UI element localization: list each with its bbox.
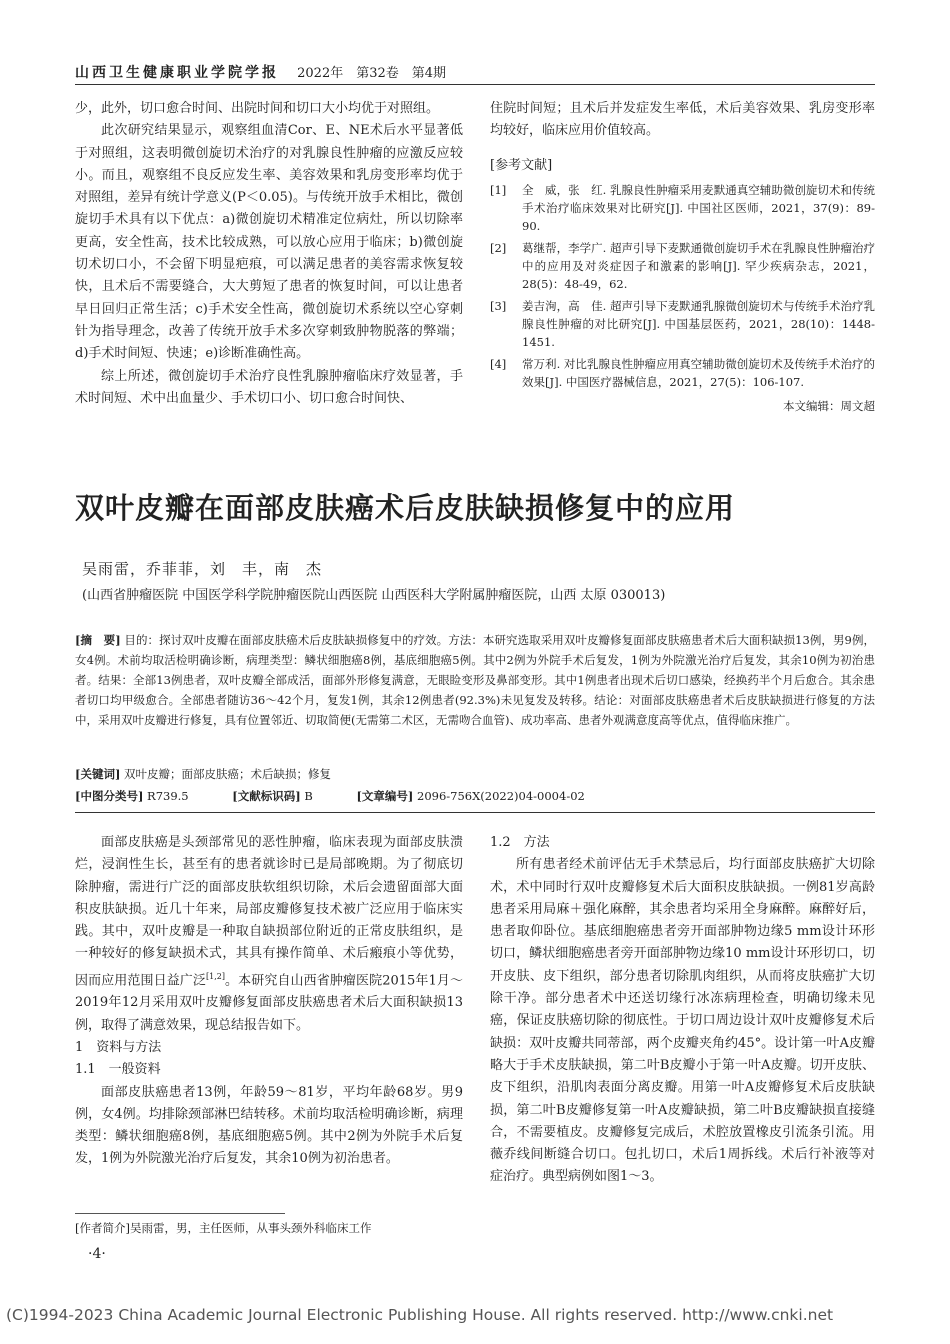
- abstract: [75, 630, 875, 730]
- article-title: 双叶皮瓣在面部皮肤癌术后皮肤缺损修复中的应用: [75, 491, 736, 525]
- keywords: [75, 764, 875, 784]
- citation: [1,2]: [205, 971, 225, 981]
- article-no-value: 2096-756X(2022)04-0004-02: [417, 789, 585, 803]
- copyright-footer: (C)1994-2023 China Academic Journal Electronic Publishing House. All rights reserved. http://www.cnki.net: [6, 1306, 834, 1324]
- footnote-rule: [75, 1213, 285, 1214]
- doc-code-value: B: [304, 789, 313, 803]
- affiliation: (山西省肿瘤医院 中国医学科学院肿瘤医院山西医院 山西医科大学附属肿瘤医院，山西 太原 030013): [82, 588, 666, 603]
- paragraph: 少，此外，切口愈合时间、出院时间和切口大小均优于对照组。: [75, 101, 440, 116]
- author-footnote: [作者简介]吴雨雷，男，主任医师，从事头颈外科临床工作: [75, 1221, 372, 1235]
- page-number: ·4·: [88, 1246, 106, 1262]
- header-rule: [75, 84, 875, 85]
- references-heading: [参考文献]: [490, 157, 553, 173]
- issue-info: 2022年 第32卷 第4期: [297, 66, 447, 81]
- paragraph: 综上所述，微创旋切手术治疗良性乳腺肿瘤临床疗效显著，手术时间短、术中出血量少、手术切口小、切口愈合时间快、: [75, 368, 463, 406]
- editor-credit: 本文编辑：周文超: [783, 398, 875, 413]
- section-heading: 1 资料与方法: [75, 1040, 162, 1055]
- paragraph: 住院时间短；且术后并发症发生率低，术后美容效果、乳房变形率均较好，临床应用价值较高。: [490, 101, 875, 139]
- paragraph: 面部皮肤癌是头颈部常见的恶性肿瘤，临床表现为面部皮肤溃烂，浸润性生长，甚至有的患者就诊时已是局部晚期。为了彻底切除肿瘤，需进行广泛的面部皮肤软组织切除，术后会遗留面部大面积皮肤缺损。近几十年来，局部皮瓣修复技术被广泛应用于临床实践。其中，双叶皮瓣是一种取自缺损部位附近的正常皮肤组织，是一种较好的修复缺损术式，其具有操作简单、术后瘢痕小等优势，因而应用范围日益广泛[1,2]。本研究自山西省肿瘤医院2015年1月～2019年12月采用双叶皮瓣修复面部皮肤癌患者术后大面积缺损13例，取得了满意效果，现总结报告如下。: [75, 835, 463, 1033]
- reference-item: [1] 全 威，张 红. 乳腺良性肿瘤采用麦默通真空辅助微创旋切术和传统手术治疗临床效果对比研究[J]. 中国社区医师，2021，37(9)：89-90.: [490, 182, 875, 233]
- reference-item: [3] 姜吉洵，高 佳. 超声引导下麦默通乳腺微创旋切术与传统手术治疗乳腺良性肿瘤的对比研究[J]. 中国基层医药，2021，28(10)：1448-1451.: [490, 298, 875, 349]
- authors: 吴雨雷，乔菲菲，刘 丰，南 杰: [82, 560, 323, 578]
- doc-code-label: [文献标识码]: [232, 789, 301, 803]
- abstract-text: 目的：探讨双叶皮瓣在面部皮肤癌术后皮肤缺损修复中的疗效。方法：本研究选取采用双叶皮瓣修复面部皮肤癌患者术后大面积缺损13例，男9例，女4例。术前均取活检明确诊断，病理类型：鳞状细胞癌8例，基底细胞癌5例。其中2例为外院手术后复发，1例为外院激光治疗后复发，其余10例为初治患者。结果：全部13例患者，双叶皮瓣全部成活，面部外形修复满意，无眼睑变形及鼻部变形。其中1例患者出现术后切口感染，经换药半个月后愈合。其余患者切口均甲级愈合。全部患者随访36～42个月，复发1例，其余12例患者(92.3%)未见复发及转移。结论：对面部皮肤癌患者术后皮肤缺损进行修复的方法中，采用双叶皮瓣进行修复，具有位置邻近、切取简便(无需第二术区，无需吻合血管)、成功率高、患者外观满意度高等优点，值得临床推广。: [75, 633, 876, 727]
- top-left-column: [75, 98, 463, 410]
- body-left-column: [75, 832, 463, 1171]
- body-right-column: [490, 832, 875, 1189]
- journal-name: 山西卫生健康职业学院学报: [75, 65, 279, 81]
- subsection-heading: 1.2 方法: [490, 835, 550, 850]
- classification-row: [75, 786, 875, 806]
- abstract-label: [摘 要]: [75, 633, 121, 647]
- clc-value: R739.5: [147, 789, 189, 803]
- keywords-text: 双叶皮瓣；面部皮肤癌；术后缺损；修复: [124, 767, 332, 781]
- paragraph: 此次研究结果显示，观察组血清Cor、E、NE术后水平显著低于对照组，这表明微创旋切术治疗的对乳腺良性肿瘤的应激反应较小。而且，观察组不良反应发生率、美容效果和乳房变形率均优于对照组，差异有统计学意义(P＜0.05)。与传统开放手术相比，微创旋切手术具有以下优点：a)微创旋切术精准定位病灶，所以切除率更高，安全性高，技术比较成熟，可以放心应用于临床；b)微创旋切术切口小，不会留下明显疤痕，可以满足患者的美容需求恢复较快，且术后不需要缝合，大大剪短了患者的恢复时间，可以让患者早日回归正常生活；c)手术安全性高，微创旋切术系统以空心穿刺针为指导理念，改善了传统开放手术多次穿刺致肿物脱落的弊端；d)手术时间短、快速；e)诊断准确性高。: [75, 123, 463, 362]
- reference-item: [4] 常万利. 对比乳腺良性肿瘤应用真空辅助微创旋切术及传统手术治疗的效果[J]. 中国医疗器械信息，2021，27(5)：106-107.: [490, 356, 875, 389]
- article-no-label: [文章编号]: [356, 789, 414, 803]
- subsection-heading: 1.1 一般资料: [75, 1062, 161, 1078]
- keywords-label: [关键词]: [75, 767, 121, 781]
- paragraph: 面部皮肤癌患者13例，年龄59～81岁，平均年龄68岁。男9例，女4例。均排除颈部淋巴结转移。术前均取活检明确诊断，病理类型：鳞状细胞癌8例，基底细胞癌5例。其中2例为外院手术后复发，1例为外院激光治疗后复发，其余10例为初治患者。: [75, 1084, 463, 1167]
- reference-item: [2] 葛继帮，李学广. 超声引导下麦默通微创旋切手术在乳腺良性肿瘤治疗中的应用及对炎症因子和激素的影响[J]. 罕少疾病杂志，2021，28(5)：48-49，62.: [490, 240, 875, 291]
- paragraph: 所有患者经术前评估无手术禁忌后，均行面部皮肤癌扩大切除术，术中同时行双叶皮瓣修复术后大面积皮肤缺损。一例81岁高龄患者采用局麻＋强化麻醉，其余患者均采用全身麻醉。麻醉好后，患者取仰卧位。基底细胞癌患者旁开面部肿物边缘5 mm设计环形切口，鳞状细胞癌患者旁开面部肿物边缘10 mm设计环形切口，切开皮肤、皮下组织，部分患者切除肌肉组织，从而将皮肤癌扩大切除干净。部分患者术中还送切缘行冰冻病理检查，明确切缘未见癌，保证皮肤癌切除的彻底性。于切口周边设计双叶皮瓣修复术后缺损：双叶皮瓣共同蒂部，两个皮瓣夹角约45°。设计第一叶A皮瓣略大于手术皮肤缺损，第二叶B皮瓣小于第一叶A皮瓣。切开皮肤、皮下组织，沿肌肉表面分离皮瓣。用第一叶A皮瓣修复术后皮肤缺损，第二叶B皮瓣修复第一叶A皮瓣缺损，第二叶B皮瓣缺损直接缝合，不需要植皮。皮瓣修复完成后，术腔放置橡皮引流条引流。用薇乔线间断缝合切口。包扎切口，术后1周拆线。术后行补液等对症治疗。典型病例如图1～3。: [490, 857, 875, 1185]
- journal-header: [75, 62, 875, 82]
- top-right-column: [490, 98, 875, 417]
- clc-label: [中图分类号]: [75, 789, 144, 803]
- abstract-rule: [75, 812, 875, 813]
